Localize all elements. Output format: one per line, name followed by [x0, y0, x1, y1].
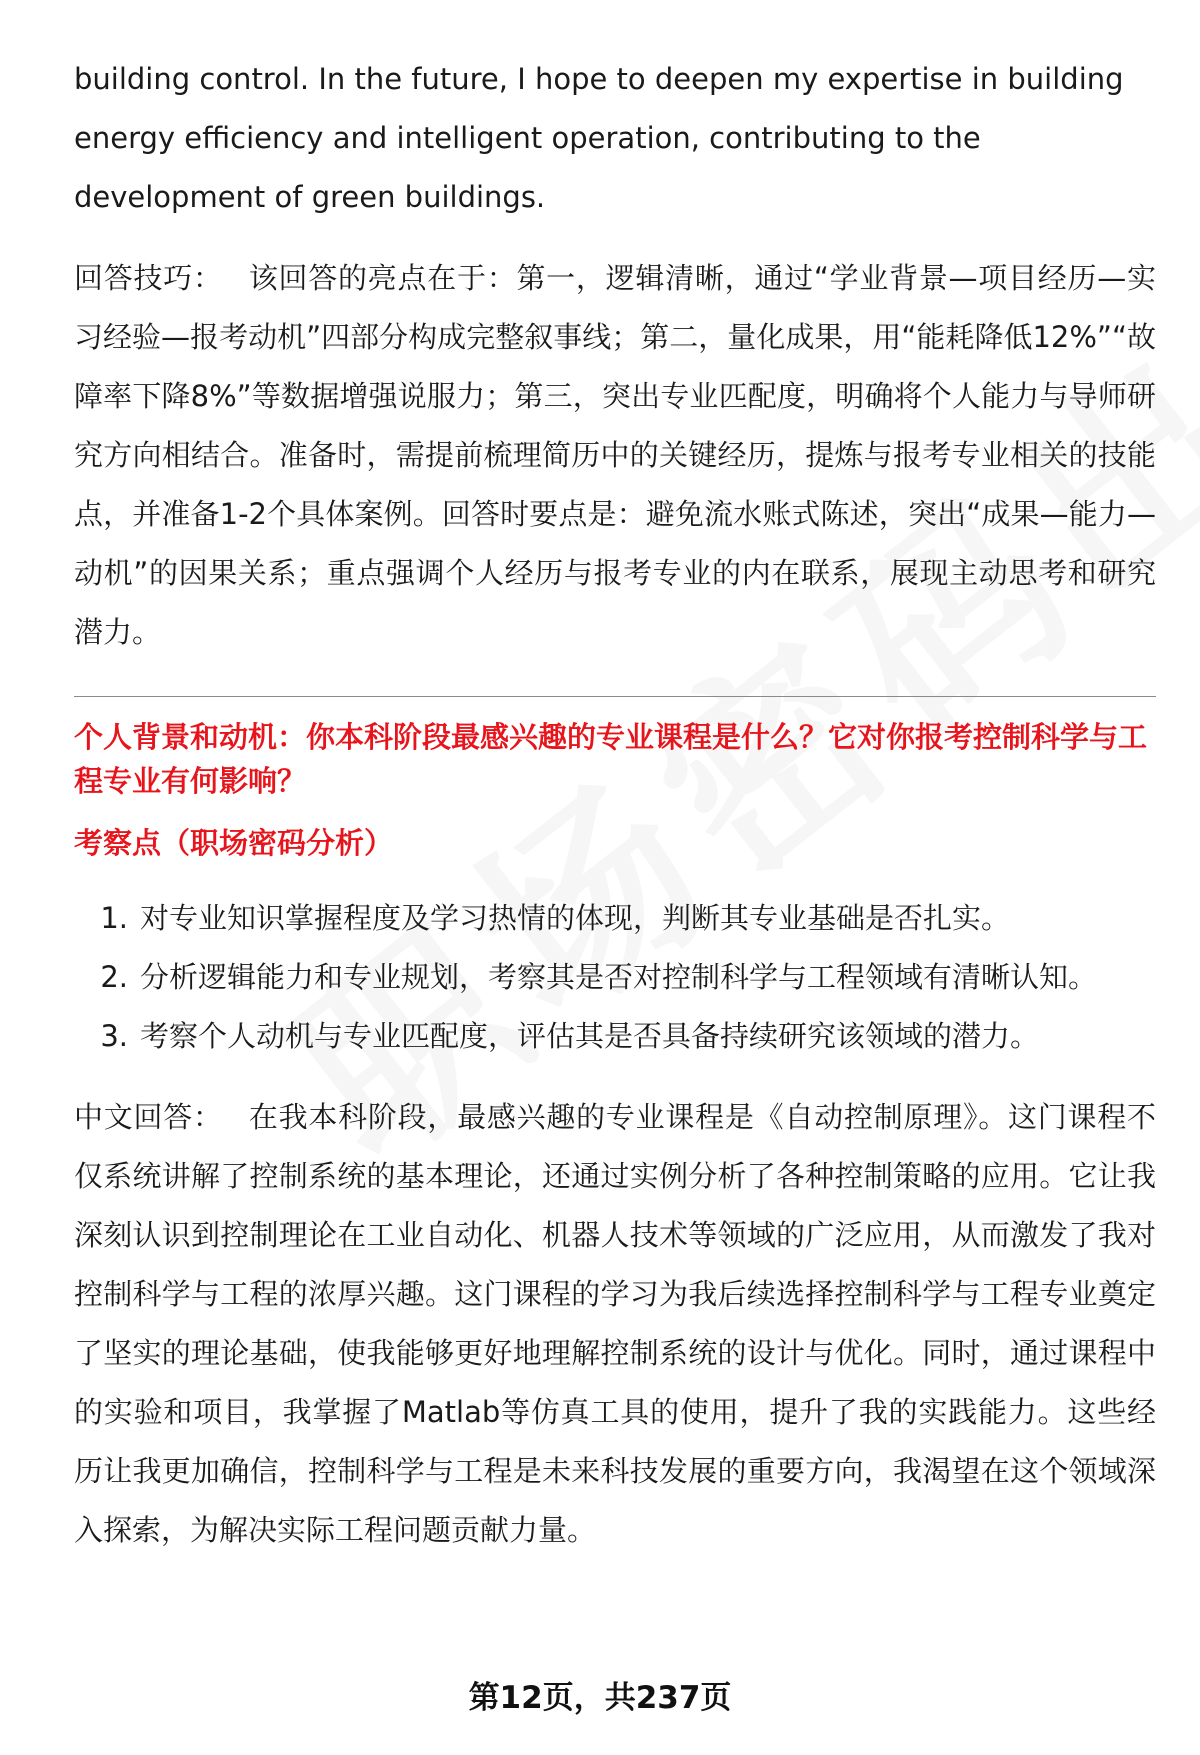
answer-paragraph	[74, 1088, 1156, 1560]
tips-text: 该回答的亮点在于：第一，逻辑清晰，通过“学业背景—项目经历—实习经验—报考动机”四部分构成完整叙事线；第二，量化成果，用“能耗降低12%”“故障率下降8%”等数据增强说服力；第三，突出专业匹配度，明确将个人能力与导师研究方向相结合。准备时，需提前梳理简历中的关键经历，提炼与报考专业相关的技能点，并准备1-2个具体案例。回答时要点是：避免流水账式陈述，突出“成果—能力—动机”的因果关系；重点强调个人经历与报考专业的内在联系，展现主动思考和研究潜力。	[74, 261, 1156, 649]
tips-label: 回答技巧：	[74, 261, 223, 295]
list-item-number: 2.	[100, 960, 128, 994]
document-page	[74, 50, 1156, 1560]
intro-paragraph: building control. In the future, I hope to deepen my expertise in building energy efficiency and intelligent operation, contributing to the development of green buildings.	[74, 62, 1124, 214]
question-heading: 个人背景和动机：你本科阶段最感兴趣的专业课程是什么？它对你报考控制科学与工程专业有何影响？	[74, 720, 1148, 798]
list-item	[74, 948, 1156, 1007]
list-item-number: 1.	[100, 901, 128, 935]
answer-text: 在我本科阶段，最感兴趣的专业课程是《自动控制原理》。这门课程不仅系统讲解了控制系统的基本理论，还通过实例分析了各种控制策略的应用。它让我深刻认识到控制理论在工业自动化、机器人技术等领域的广泛应用，从而激发了我对控制科学与工程的浓厚兴趣。这门课程的学习为我后续选择控制科学与工程专业奠定了坚实的理论基础，使我能够更好地理解控制系统的设计与优化。同时，通过课程中的实验和项目，我掌握了Matlab等仿真工具的使用，提升了我的实践能力。这些经历让我更加确信，控制科学与工程是未来科技发展的重要方向，我渴望在这个领域深入探索，为解决实际工程问题贡献力量。	[74, 1100, 1156, 1547]
list-item-text: 对专业知识掌握程度及学习热情的体现，判断其专业基础是否扎实。	[140, 901, 1011, 935]
exam-points-title: 考察点（职场密码分析）	[74, 826, 394, 860]
list-item	[74, 1007, 1156, 1066]
tips-paragraph	[74, 249, 1156, 662]
list-item-text: 分析逻辑能力和专业规划，考察其是否对控制科学与工程领域有清晰认知。	[140, 960, 1098, 994]
answer-label: 中文回答：	[74, 1100, 223, 1134]
exam-points-list	[74, 889, 1156, 1066]
list-item-number: 3.	[100, 1019, 128, 1053]
list-item	[74, 889, 1156, 948]
list-item-text: 考察个人动机与专业匹配度，评估其是否具备持续研究该领域的潜力。	[140, 1019, 1040, 1053]
page-footer: 第12页，共237页	[468, 1680, 732, 1716]
section-divider	[74, 696, 1156, 697]
